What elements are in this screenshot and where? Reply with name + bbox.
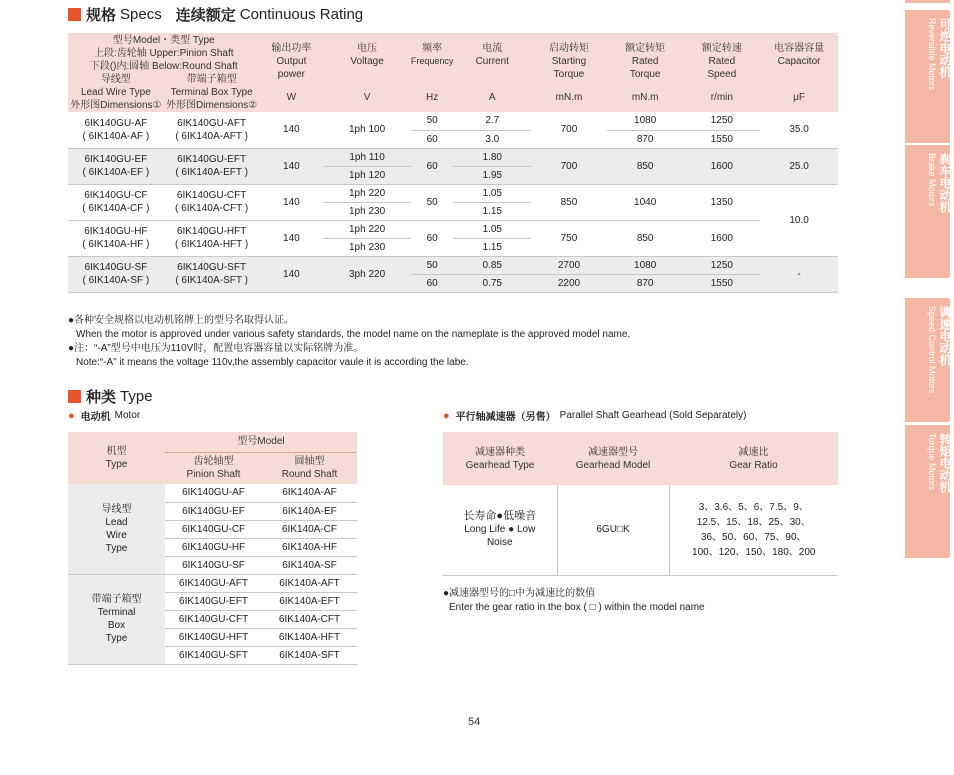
sidebar-tab-brake[interactable]: 刹车电动机 Brake Motors <box>905 145 950 280</box>
table-row: 6IK140GU-HF 6IK140A-HF <box>68 538 357 556</box>
table-row: 导线型 Lead Wire Type 6IK140GU-AF 6IK140A-AF <box>68 484 357 502</box>
type-title-en: Type <box>120 388 153 405</box>
table-row: 6IK140GU-EF ( 6IK140A-EF ) 6IK140GU-EFT ( 6IK140A-EFT ) 140 1ph 110 60 1.80 700 850 1600 25.0 <box>68 148 838 166</box>
specs-table <box>68 33 838 293</box>
bullet-icon: ● <box>443 409 450 422</box>
table-row: 6IK140GU-CFT 6IK140A-CFT <box>68 610 357 628</box>
table-row: 1ph 230 1.15 <box>68 238 838 256</box>
type-title-cn: 种类 <box>86 389 117 406</box>
header-lower-shaft: 下段()内:圆轴 Below:Round Shaft <box>89 61 238 72</box>
gear-subtitle-en: Parallel Shaft Gearhead (Sold Separately) <box>559 410 747 421</box>
specs-title-cn: 规格 <box>86 7 117 24</box>
header-col-rated-torque: 额定转矩 Rated Torque mN.m <box>607 33 684 112</box>
gear-subtitle-cn: 平行轴减速器（另售） <box>455 412 556 423</box>
header-terminal-box: 带端子箱型 Terminal Box Type 外形图Dimensions② <box>164 73 260 112</box>
table-row: 60 0.75 2200 870 1550 <box>68 274 838 292</box>
table-row: 6IK140GU-SF ( 6IK140A-SF ) 6IK140GU-SFT ( 6IK140A-SFT ) 140 3ph 220 50 0.85 2700 1080 1250 - <box>68 256 838 274</box>
page-number: 54 <box>468 716 481 728</box>
table-row: 6IK140GU-HF ( 6IK140A-HF ) 6IK140GU-HFT ( 6IK140A-HFT ) 140 1ph 220 60 1.05 750 850 1600 <box>68 220 838 238</box>
header-lead-wire: 导线型 Lead Wire Type 外形图Dimensions① <box>68 73 164 112</box>
rating-title-cn: 连续额定 <box>175 7 236 24</box>
table-row: 6IK140GU-HFT 6IK140A-HFT <box>68 628 357 646</box>
header-col-current: 电流 Current A <box>453 33 531 112</box>
table-row: 6IK140GU-EFT 6IK140A-EFT <box>68 592 357 610</box>
section-marker-icon <box>68 8 81 21</box>
table-row: 6IK140GU-SF 6IK140A-SF <box>68 556 357 574</box>
header-gearhead-type: 减速器种类 Gearhead Type <box>443 432 557 485</box>
note-1-cn: ●各种安全规格以电动机铭牌上的型号名取得认证。 <box>68 315 295 326</box>
header-pinion: 齿轮轴型 Pinion Shaft <box>165 452 262 484</box>
bullet-icon: ● <box>68 409 75 422</box>
sidebar-tab-torque[interactable]: 转矩电动机 Torque Motors <box>905 425 950 560</box>
note-1-en: When the motor is approved under various safety standards, the model name on the nameplate is the approved model name. <box>76 329 631 340</box>
motor-type-table <box>68 432 357 665</box>
header-model-type: 型号Model・类型 Type <box>112 35 215 46</box>
table-row: 长寿命●低噪音 Long Life ● Low Noise 6GU□K 3、3.6、5、6、7.5、9、 12.5、15、18、25、30、 36、50、60、75、90、 100、120、150、180、200 <box>443 485 838 575</box>
table-row: 6IK140GU-EF 6IK140A-EF <box>68 502 357 520</box>
table-row: 6IK140GU-CF 6IK140A-CF <box>68 520 357 538</box>
table-row: 6IK140GU-SFT 6IK140A-SFT <box>68 646 357 664</box>
motor-subtitle-en: Motor <box>114 410 141 421</box>
note-2-cn: ●注：“-A”型号中电压为110V时，配置电容器容量以实际铭牌为准。 <box>68 343 364 354</box>
gear-note-cn: ●减速器型号的□中为减速比的数值 <box>443 588 596 599</box>
sidebar <box>905 0 950 590</box>
gear-note <box>443 587 705 615</box>
header-col-starting-torque: 启动转矩 Starting Torque mN.m <box>531 33 607 112</box>
rating-title-en: Continuous Rating <box>239 6 364 23</box>
table-row: 带端子箱型 Terminal Box Type 6IK140GU-AFT 6IK140A-AFT <box>68 574 357 592</box>
gearhead-table <box>443 432 838 576</box>
table-row: 1ph 120 1.95 <box>68 166 838 184</box>
gear-note-en: Enter the gear ratio in the box ( □ ) within the model name <box>449 602 705 613</box>
header-machine-type: 机型 Type <box>68 432 165 484</box>
section-marker-icon <box>68 390 81 403</box>
table-row: 60 3.0 870 1550 <box>68 130 838 148</box>
motor-subtitle-cn: 电动机 <box>80 412 111 423</box>
specs-title-en: Specs <box>120 6 162 23</box>
table-row: 1ph 230 1.15 <box>68 202 838 220</box>
specs-section-title <box>68 4 363 25</box>
motor-subtitle <box>68 408 140 423</box>
header-col-capacitor: 电容器容量 Capacitor μF <box>760 33 838 112</box>
specs-notes <box>68 314 630 370</box>
table-row: 6IK140GU-AF ( 6IK140A-AF ) 6IK140GU-AFT ( 6IK140A-AFT ) 140 1ph 100 50 2.7 700 1080 1250 35.0 <box>68 112 838 130</box>
header-gearhead-model: 减速器型号 Gearhead Model <box>557 432 669 485</box>
header-round: 圆轴型 Round Shaft <box>262 452 357 484</box>
header-col-frequency: 频率 Frequency Hz <box>411 33 454 112</box>
header-upper-shaft: 上段:齿轮轴 Upper:Pinion Shaft <box>94 48 234 59</box>
gear-subtitle <box>443 408 746 423</box>
note-2-en: Note:“-A” it means the voltage 110v,the assembly capacitor vaule it is according the labe. <box>76 357 469 368</box>
header-col-rated-speed: 额定转速 Rated Speed r/min <box>684 33 761 112</box>
table-row: 6IK140GU-CF ( 6IK140A-CF ) 6IK140GU-CFT ( 6IK140A-CFT ) 140 1ph 220 50 1.05 850 1040 1350 10.0 <box>68 184 838 202</box>
header-col-voltage: 电压 Voltage V <box>323 33 411 112</box>
header-gear-ratio: 减速比 Gear Ratio <box>669 432 838 485</box>
header-model: 型号Model <box>165 432 357 452</box>
sidebar-tab-reversible[interactable]: 可逆电动机 Reversible Motors <box>905 10 950 145</box>
sidebar-tab-speed-control[interactable]: 调速电动机 Speed Control Motors <box>905 298 950 424</box>
header-col-power: 输出功率 Output power W <box>260 33 324 112</box>
type-section-title <box>68 386 153 407</box>
